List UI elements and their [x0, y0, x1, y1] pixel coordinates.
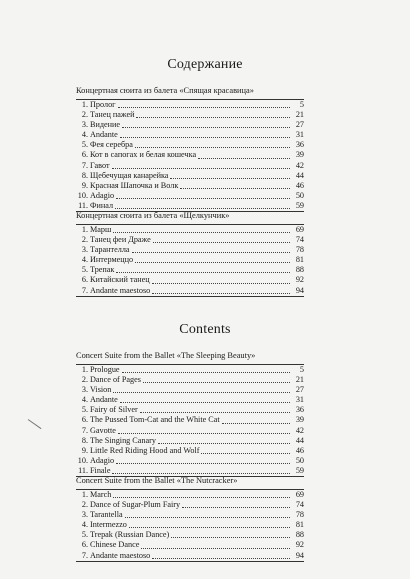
section-ru-sleeping-beauty — [76, 85, 304, 212]
toc-row — [76, 120, 304, 130]
toc-title: Adagio — [90, 190, 115, 200]
dot-leader — [116, 463, 290, 464]
toc-row — [76, 110, 304, 120]
toc-number: 5. — [81, 405, 88, 415]
toc-number: 1. — [81, 225, 88, 234]
toc-number: 8. — [81, 170, 88, 180]
toc-number: 4. — [81, 395, 88, 405]
toc-number: 11. — [78, 200, 88, 210]
toc-title: Vision — [90, 385, 112, 395]
toc-title: Марш — [90, 225, 112, 234]
toc-list — [76, 99, 304, 212]
toc-page-number: 31 — [295, 395, 304, 405]
dot-leader — [140, 412, 290, 413]
toc-page-number: 74 — [295, 500, 304, 510]
dot-leader — [118, 433, 290, 434]
dot-leader — [152, 558, 290, 559]
toc-number: 10. — [77, 190, 88, 200]
section-title: Концертная сюита из балета «Щелкунчик» — [76, 211, 230, 220]
toc-row — [76, 385, 304, 395]
toc-title: Chinese Dance — [90, 540, 140, 550]
dot-leader — [125, 517, 290, 518]
toc-page-number: 36 — [295, 405, 304, 415]
toc-row — [76, 456, 304, 466]
dot-leader — [116, 272, 290, 273]
toc-number: 9. — [81, 445, 88, 455]
toc-page-number: 36 — [295, 140, 304, 150]
toc-number: 3. — [81, 120, 88, 130]
toc-row — [76, 130, 304, 140]
dot-leader — [116, 198, 290, 199]
dot-leader — [112, 473, 290, 474]
toc-row — [76, 365, 304, 375]
toc-row — [76, 286, 304, 296]
toc-title: Andante — [90, 130, 118, 140]
dot-leader — [143, 382, 290, 383]
toc-row — [76, 415, 304, 425]
toc-title: The Pussed Tom-Cat and the White Cat — [90, 415, 220, 425]
dot-leader — [122, 372, 290, 373]
toc-page-number: 78 — [295, 245, 304, 255]
toc-page-number: 44 — [295, 170, 304, 180]
toc-row — [76, 530, 304, 540]
toc-row — [76, 405, 304, 415]
toc-page-number: 21 — [295, 375, 304, 385]
toc-number: 2. — [81, 500, 88, 510]
toc-number: 7. — [81, 550, 88, 560]
toc-number: 9. — [81, 180, 88, 190]
toc-title: Китайский танец — [90, 275, 150, 285]
toc-page-number: 88 — [295, 265, 304, 275]
toc-page-number: 39 — [295, 415, 304, 425]
toc-number: 7. — [81, 160, 88, 170]
toc-page-number: 31 — [295, 130, 304, 140]
toc-page-number: 94 — [295, 550, 304, 560]
toc-page-number: 81 — [295, 255, 304, 265]
toc-number: 8. — [81, 435, 88, 445]
toc-title: Щебечущая канарейка — [90, 170, 169, 180]
toc-number: 6. — [81, 150, 88, 160]
toc-title: Танец феи Драже — [90, 235, 151, 245]
toc-page-number: 59 — [295, 200, 304, 210]
toc-title: Финал — [90, 200, 114, 210]
toc-title: Кот в сапогах и белая кошечка — [90, 150, 197, 160]
toc-row — [76, 520, 304, 530]
toc-title: Красная Шапочка и Волк — [90, 180, 179, 190]
toc-page-number: 94 — [295, 285, 304, 295]
toc-number: 2. — [81, 375, 88, 385]
toc-title: Andante maestoso — [90, 550, 151, 560]
toc-page-number: 69 — [295, 490, 304, 499]
toc-page-number: 59 — [295, 465, 304, 475]
toc-title: Intermezzo — [90, 520, 127, 530]
toc-page-number: 50 — [295, 190, 304, 200]
dot-leader — [135, 147, 290, 148]
toc-page-number: 81 — [295, 520, 304, 530]
dot-leader — [122, 127, 290, 128]
toc-number: 1. — [81, 365, 88, 374]
toc-row — [76, 500, 304, 510]
section-ru-nutcracker — [76, 210, 304, 297]
toc-title: Prologue — [90, 365, 120, 374]
toc-page-number: 39 — [295, 150, 304, 160]
dot-leader — [120, 402, 290, 403]
toc-row — [76, 140, 304, 150]
toc-row — [76, 540, 304, 550]
toc-number: 2. — [81, 235, 88, 245]
toc-row — [76, 235, 304, 245]
dot-leader — [222, 423, 290, 424]
toc-row — [76, 150, 304, 160]
toc-number: 4. — [81, 255, 88, 265]
toc-page-number: 27 — [295, 120, 304, 130]
dot-leader — [120, 137, 290, 138]
toc-list — [76, 364, 304, 477]
toc-row — [76, 551, 304, 561]
toc-row — [76, 171, 304, 181]
toc-row — [76, 490, 304, 500]
section-en-sleeping-beauty — [76, 350, 304, 477]
dot-leader — [129, 527, 290, 528]
toc-title: Andante — [90, 395, 118, 405]
toc-title: Finale — [90, 465, 111, 475]
toc-number: 2. — [81, 110, 88, 120]
toc-row — [76, 446, 304, 456]
toc-row — [76, 191, 304, 201]
toc-title: Dance of Pages — [90, 375, 141, 385]
toc-page-number: 88 — [295, 530, 304, 540]
toc-row — [76, 275, 304, 285]
toc-number: 5. — [81, 530, 88, 540]
toc-page-number: 42 — [295, 160, 304, 170]
toc-page-number: 21 — [295, 110, 304, 120]
dot-leader — [198, 158, 290, 159]
dot-leader — [141, 548, 290, 549]
toc-title: Fairy of Silver — [90, 405, 138, 415]
toc-title: March — [90, 490, 112, 499]
toc-title: Видение — [90, 120, 121, 130]
dot-leader — [118, 107, 290, 108]
toc-row — [76, 100, 304, 110]
toc-title: Dance of Sugar-Plum Fairy — [90, 500, 181, 510]
toc-row — [76, 395, 304, 405]
toc-page-number: 5 — [299, 365, 304, 374]
toc-title: Фея серебра — [90, 140, 133, 150]
dot-leader — [201, 453, 290, 454]
toc-number: 3. — [81, 385, 88, 395]
toc-row — [76, 161, 304, 171]
section-en-nutcracker — [76, 475, 304, 562]
dot-leader — [158, 443, 290, 444]
toc-row — [76, 510, 304, 520]
toc-page-number: 46 — [295, 445, 304, 455]
toc-page-number: 44 — [295, 435, 304, 445]
toc-row — [76, 245, 304, 255]
dot-leader — [113, 392, 290, 393]
toc-title: Трепак — [90, 265, 115, 275]
toc-row — [76, 426, 304, 436]
toc-number: 4. — [81, 520, 88, 530]
dot-leader — [132, 252, 290, 253]
toc-list — [76, 224, 304, 297]
toc-title: Trepak (Russian Dance) — [90, 530, 170, 540]
toc-title: Гавот — [90, 160, 110, 170]
toc-page-number: 69 — [295, 225, 304, 234]
toc-title: Tarantella — [90, 510, 123, 520]
toc-number: 3. — [81, 510, 88, 520]
toc-page-number: 92 — [295, 275, 304, 285]
toc-number: 10. — [77, 455, 88, 465]
dot-leader — [180, 188, 290, 189]
toc-number: 6. — [81, 540, 88, 550]
dot-leader — [136, 117, 290, 118]
toc-page-number: 50 — [295, 455, 304, 465]
toc-title: The Singing Canary — [90, 435, 156, 445]
pencil-mark — [28, 419, 42, 429]
dot-leader — [152, 283, 290, 284]
toc-row — [76, 225, 304, 235]
toc-page-number: 46 — [295, 180, 304, 190]
toc-page-number: 78 — [295, 510, 304, 520]
toc-number: 6. — [81, 415, 88, 425]
section-title: Концертная сюита из балета «Спящая красавица» — [76, 86, 254, 95]
heading-english: Contents — [179, 322, 231, 337]
toc-number: 5. — [81, 140, 88, 150]
toc-page-number: 27 — [295, 385, 304, 395]
toc-row — [76, 436, 304, 446]
toc-title: Little Red Riding Hood and Wolf — [90, 445, 200, 455]
toc-title: Пролог — [90, 100, 116, 109]
dot-leader — [113, 232, 290, 233]
toc-number: 5. — [81, 265, 88, 275]
toc-number: 4. — [81, 130, 88, 140]
toc-page-number: 74 — [295, 235, 304, 245]
toc-row — [76, 375, 304, 385]
toc-number: 6. — [81, 275, 88, 285]
heading-russian: Содержание — [167, 57, 243, 72]
dot-leader — [171, 537, 290, 538]
toc-number: 7. — [81, 425, 88, 435]
dot-leader — [153, 242, 290, 243]
dot-leader — [182, 507, 290, 508]
toc-number: 7. — [81, 285, 88, 295]
toc-number: 3. — [81, 245, 88, 255]
toc-title: Adagio — [90, 455, 115, 465]
dot-leader — [170, 178, 290, 179]
toc-row — [76, 255, 304, 265]
toc-title: Танец пажей — [90, 110, 135, 120]
toc-title: Gavotte — [90, 425, 116, 435]
toc-page-number: 92 — [295, 540, 304, 550]
toc-page-number: 5 — [299, 100, 304, 109]
toc-list — [76, 489, 304, 562]
toc-number: 1. — [81, 100, 88, 109]
toc-title: Тарантелла — [90, 245, 130, 255]
toc-page-number: 42 — [295, 425, 304, 435]
toc-title: Andante maestoso — [90, 285, 151, 295]
dot-leader — [113, 497, 290, 498]
section-title: Concert Suite from the Ballet «The Nutcracker» — [76, 476, 238, 485]
dot-leader — [115, 208, 290, 209]
dot-leader — [152, 293, 290, 294]
dot-leader — [112, 168, 290, 169]
toc-number: 11. — [78, 465, 88, 475]
toc-row — [76, 181, 304, 191]
section-title: Concert Suite from the Ballet «The Sleeping Beauty» — [76, 351, 256, 360]
toc-row — [76, 265, 304, 275]
toc-number: 1. — [81, 490, 88, 499]
toc-title: Интермеццо — [90, 255, 134, 265]
dot-leader — [135, 262, 290, 263]
